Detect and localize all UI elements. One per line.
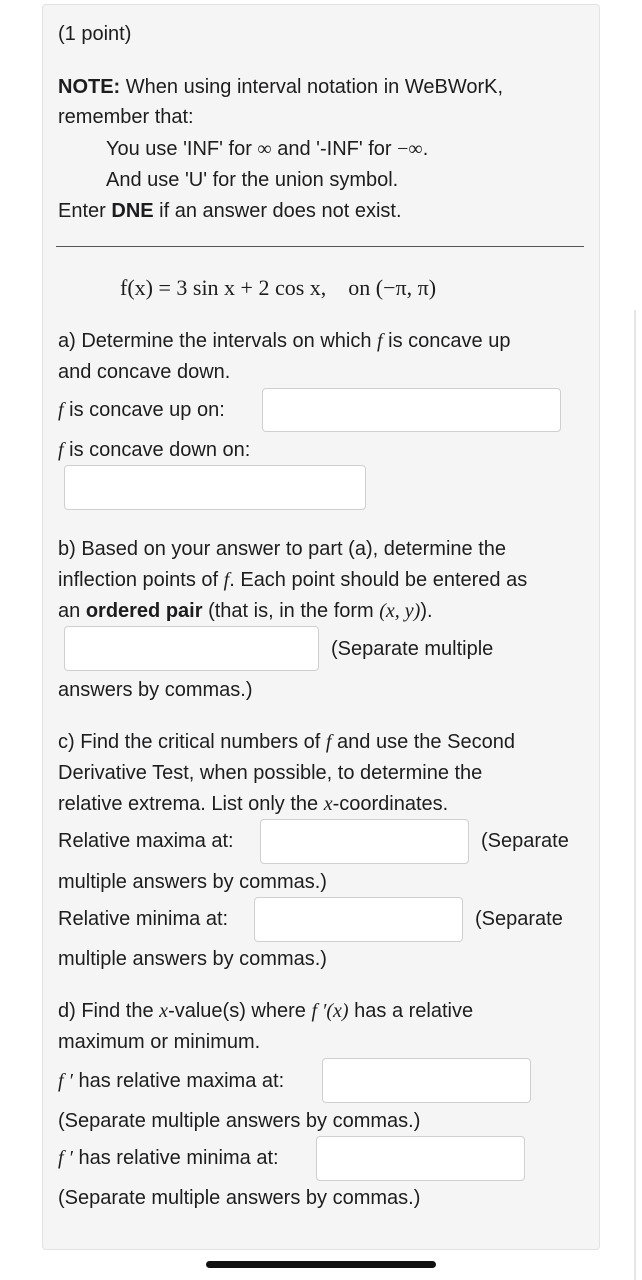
note-dne-line: Enter DNE if an answer does not exist.: [58, 200, 402, 222]
concave-down-input[interactable]: [64, 465, 366, 510]
relative-maxima-input[interactable]: [260, 819, 469, 864]
fprime-minima-input[interactable]: [316, 1136, 525, 1181]
relative-maxima-label: Relative maxima at:: [58, 830, 234, 852]
part-c-question-line-2: Derivative Test, when possible, to determine the: [58, 762, 483, 784]
note-line-2: remember that:: [58, 106, 194, 128]
infinity-symbol: ∞: [257, 138, 272, 160]
part-b-question-line-3: an ordered pair (that is, in the form (x, y)).: [58, 600, 433, 622]
fprime-maxima-label: f ′ has relative maxima at:: [58, 1070, 285, 1092]
separate-hint-b-1: (Separate multiple: [331, 638, 494, 660]
part-a-question-line-2: and concave down.: [58, 361, 231, 383]
note-label: NOTE:: [58, 76, 121, 98]
separate-hint-d-max: (Separate multiple answers by commas.): [58, 1110, 421, 1132]
fprime-minima-label: f ′ has relative minima at:: [58, 1147, 279, 1169]
part-c-question-line-1: c) Find the critical numbers of f and use the Second: [58, 731, 515, 753]
separate-hint-c-max-2: multiple answers by commas.): [58, 871, 327, 893]
neg-infinity-symbol: −∞: [397, 138, 423, 160]
concave-up-label: f is concave up on:: [58, 399, 225, 421]
separate-hint-c-max: (Separate: [481, 830, 569, 852]
fprime-maxima-input[interactable]: [322, 1058, 531, 1103]
concave-up-input[interactable]: [262, 388, 561, 432]
points-label: (1 point): [58, 23, 132, 45]
section-divider: [56, 246, 584, 247]
note-line-1: NOTE: When using interval notation in WeBWorK,: [58, 76, 504, 98]
part-c-question-line-3: relative extrema. List only the x-coordinates.: [58, 793, 449, 815]
separate-hint-c-min: (Separate: [475, 908, 563, 930]
page-edge-divider: [634, 310, 636, 1280]
separate-hint-b-2: answers by commas.): [58, 679, 253, 701]
part-a-question-line-1: a) Determine the intervals on which f is concave up: [58, 330, 511, 352]
dne-keyword: DNE: [111, 200, 154, 222]
note-union-line: And use 'U' for the union symbol.: [106, 169, 399, 191]
part-d-question-line-2: maximum or minimum.: [58, 1031, 261, 1053]
separate-hint-d-min: (Separate multiple answers by commas.): [58, 1187, 421, 1209]
inflection-points-input[interactable]: [64, 626, 319, 671]
relative-minima-label: Relative minima at:: [58, 908, 229, 930]
home-indicator[interactable]: [206, 1261, 436, 1268]
relative-minima-input[interactable]: [254, 897, 463, 942]
part-b-question-line-2: inflection points of f. Each point should be entered as: [58, 569, 528, 591]
part-d-question-line-1: d) Find the x-value(s) where f ′(x) has a relative: [58, 1000, 474, 1022]
separate-hint-c-min-2: multiple answers by commas.): [58, 948, 327, 970]
part-b-question-line-1: b) Based on your answer to part (a), determine the: [58, 538, 507, 560]
function-definition: f(x) = 3 sin x + 2 cos x, on (−π, π): [120, 275, 437, 300]
concave-down-label: f is concave down on:: [58, 439, 251, 461]
note-inf-line: You use 'INF' for ∞ and '-INF' for −∞.: [106, 138, 429, 160]
